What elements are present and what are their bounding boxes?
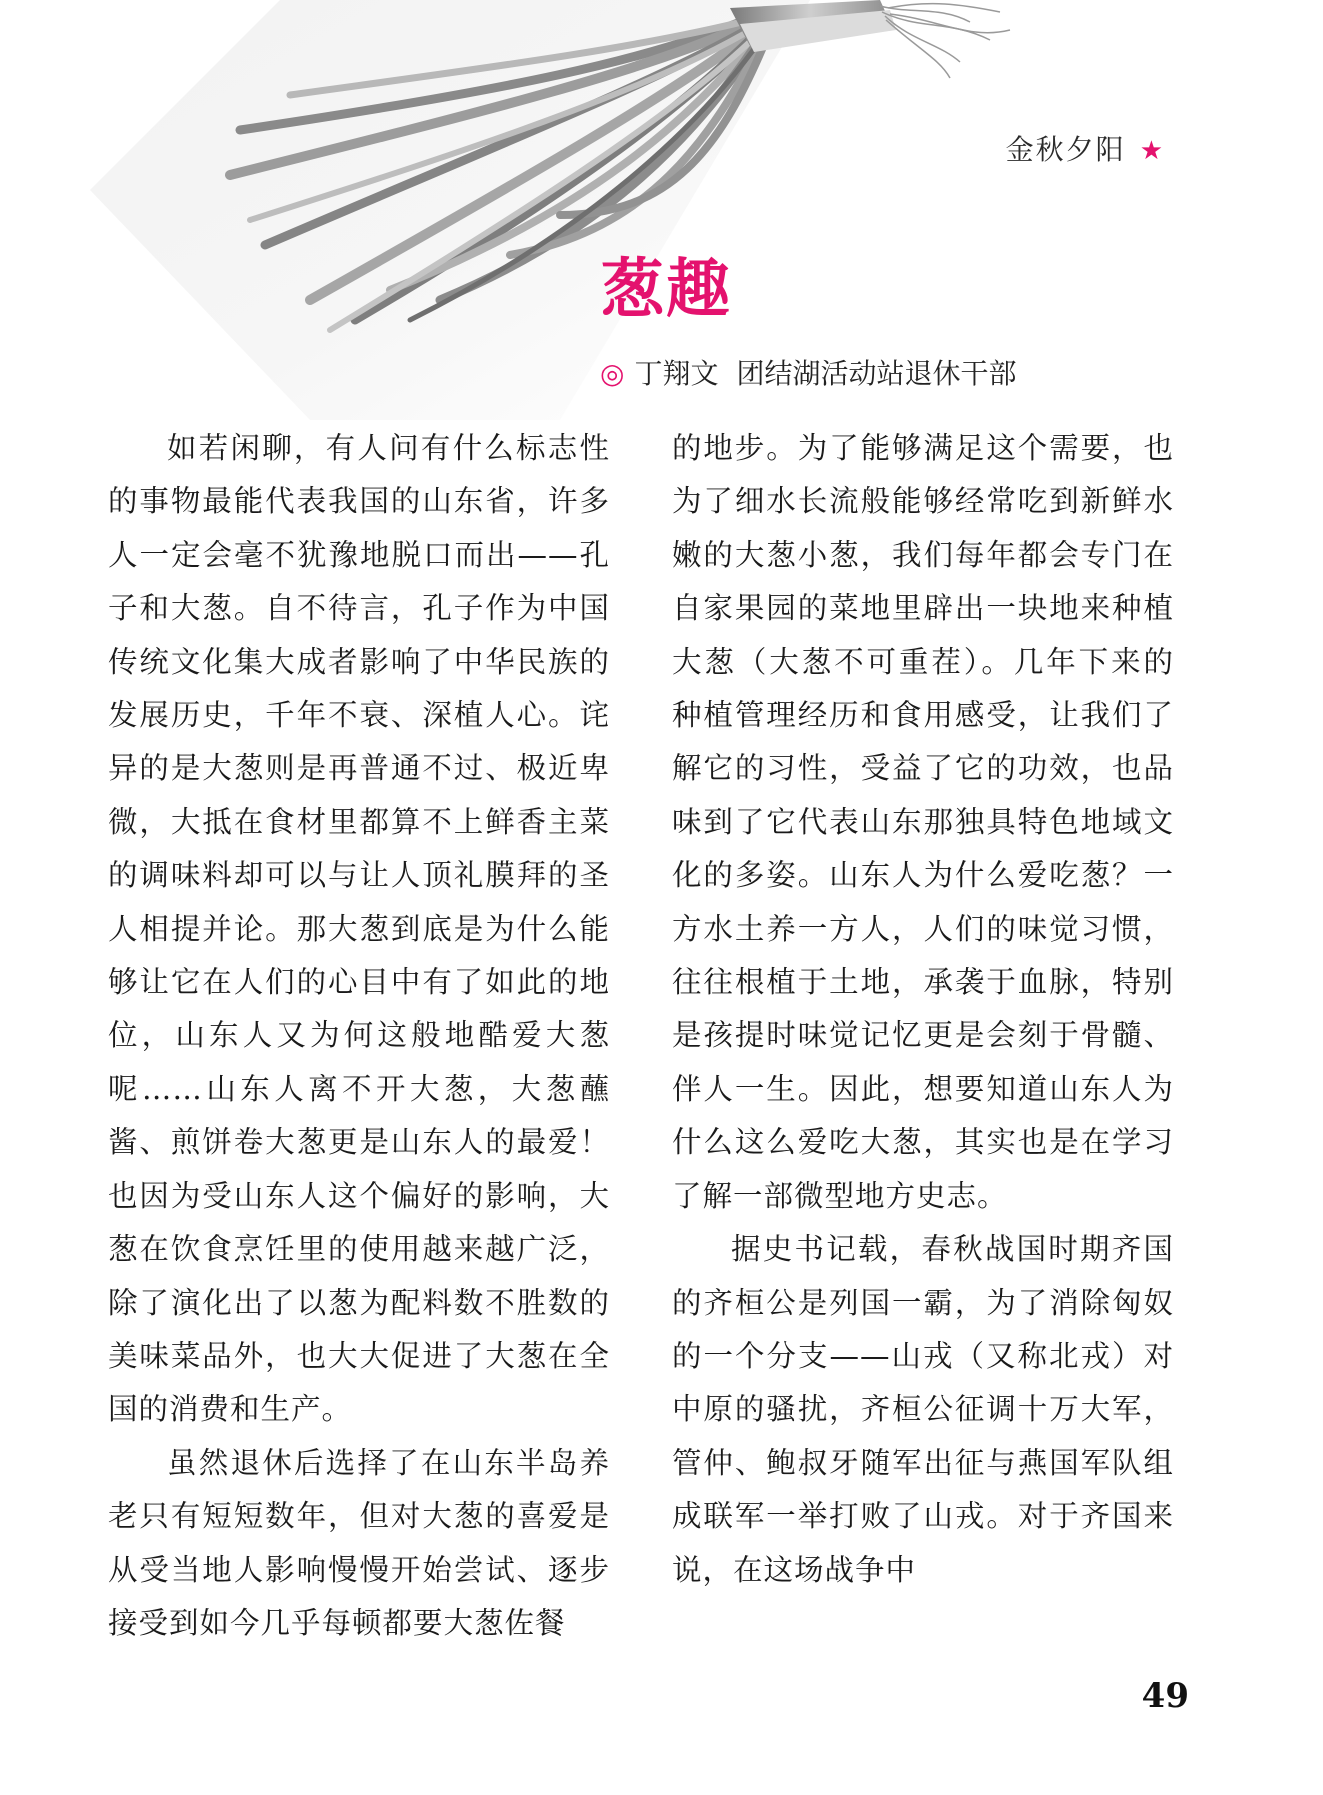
section-label-text: 金秋夕阳 [1005,133,1126,166]
star-icon: ★ [1139,136,1165,166]
author-name: 丁翔文 [634,357,719,390]
scallion-stalks [730,0,896,52]
article-title: 葱趣 [600,253,732,327]
paragraph: 如若闲聊，有人问有什么标志性的事物最能代表我国的山东省，许多人一定会毫不犹豫地脱口而出——孔子和大葱。自不待言，孔子作为中国传统文化集大成者影响了中华民族的发展历史，千年不衰、深植人心。诧异的是大葱则是再普通不过、极近卑微，大抵在食材里都算不上鲜香主菜的调味料却可以与让人顶礼膜拜的圣人相提并论。那大葱到底是为什么能够让它在人们的心目中有了如此的地位，山东人又为何这般地酷爱大葱呢……山东人离不开大葱，大葱蘸酱、煎饼卷大葱更是山东人的最爱！也因为受山东人这个偏好的影响，大葱在饮食烹饪里的使用越来越广泛，除了演化出了以葱为配料数不胜数的美味菜品外，也大大促进了大葱在全国的消费和生产。 [108,431,610,1427]
page-number: 49 [1141,1676,1189,1716]
scallion-roots [880,4,1010,78]
paragraph: 据史书记载，春秋战国时期齐国的齐桓公是列国一霸，为了消除匈奴的一个分支——山戎（又称北戎）对中原的骚扰，齐桓公征调十万大军，管仲、鲍叔牙随军出征与燕国军队组成联军一举打败了山戎。对于齐国来说，在这场战争中 [672,1232,1174,1587]
byline [600,352,1016,392]
article-column-left [108,422,610,1650]
section-label [1006,128,1165,168]
paragraph: 虽然退休后选择了在山东半岛养老只有短短数年，但对大葱的喜爱是从受当地人影响慢慢开始尝试、逐步接受到如今几乎每顿都要大葱佐餐 [108,1445,610,1640]
article-column-right [672,422,1174,1597]
paragraph-continued: 的地步。为了能够满足这个需要，也为了细水长流般能够经常吃到新鲜水嫩的大葱小葱，我们每年都会专门在自家果园的菜地里辟出一块地来种植大葱（大葱不可重茬）。几年下来的种植管理经历和食用感受，让我们了解它的习性，受益了它的功效，也品味到了它代表山东那独具特色地域文化的多姿。山东人为什么爱吃葱？一方水土养一方人，人们的味觉习惯，往往根植于土地，承袭于血脉，特别是孩提时味觉记忆更是会刻于骨髓、伴人一生。因此，想要知道山东人为什么这么爱吃大葱，其实也是在学习了解一部微型地方史志。 [672,431,1174,1213]
author-affiliation: 团结湖活动站退休干部 [736,357,1017,390]
double-circle-icon: ◎ [600,357,625,390]
